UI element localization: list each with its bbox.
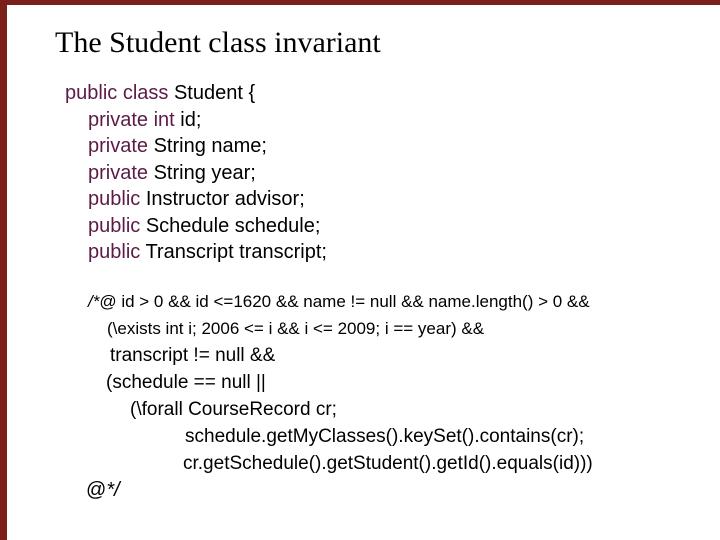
comment-open-delimiter: /* xyxy=(88,291,100,311)
java-keyword: private xyxy=(88,135,149,157)
invariant-text: schedule.getMyClasses().keySet().contains(cr); xyxy=(185,425,585,447)
code-line-field-advisor xyxy=(62,186,593,213)
code-text: String name; xyxy=(148,135,267,157)
invariant-line-6 xyxy=(62,423,593,450)
comment-close-delimiter: */ xyxy=(106,478,120,501)
invariant-line-8 xyxy=(62,477,593,504)
code-line-field-id xyxy=(62,107,593,134)
java-keyword: public xyxy=(88,214,141,237)
invariant-text: transcript != null && xyxy=(110,344,276,366)
slide-border-top xyxy=(0,0,720,5)
code-line-field-transcript xyxy=(62,239,593,266)
code-line-field-schedule xyxy=(62,213,593,240)
code-line-field-name xyxy=(62,133,593,160)
invariant-line-3 xyxy=(62,342,593,369)
invariant-text: @ id > 0 && id <=1620 && name != null && name.length() > 0 && xyxy=(99,291,590,311)
invariant-line-1 xyxy=(62,288,593,315)
code-text: String year; xyxy=(148,161,256,184)
code-text: Transcript transcript; xyxy=(140,241,327,263)
code-text: id; xyxy=(174,108,202,131)
code-line-class-declaration xyxy=(62,80,593,107)
invariant-text: (schedule == null || xyxy=(106,371,266,393)
java-keyword: public class xyxy=(65,82,169,104)
invariant-line-2 xyxy=(62,315,593,342)
invariant-line-7 xyxy=(62,450,593,477)
code-text: Student { xyxy=(168,82,256,104)
java-keyword: private xyxy=(88,161,149,184)
code-text: Instructor advisor; xyxy=(140,188,305,210)
java-keyword: private int xyxy=(88,108,175,131)
java-keyword: public xyxy=(88,188,141,210)
invariant-text: (\forall CourseRecord cr; xyxy=(130,398,337,420)
comment-at-sign: @ xyxy=(86,478,107,501)
invariant-comment-block xyxy=(62,288,593,504)
invariant-text: (\exists int i; 2006 <= i && i <= 2009; i == year) && xyxy=(107,318,485,338)
invariant-line-5 xyxy=(62,396,593,423)
code-line-field-year xyxy=(62,160,593,187)
code-text: Schedule schedule; xyxy=(140,214,321,237)
slide-title: The Student class invariant xyxy=(55,26,381,59)
invariant-line-4 xyxy=(62,369,593,396)
code-block xyxy=(62,80,593,504)
invariant-text: cr.getSchedule().getStudent().getId().equals(id))) xyxy=(183,452,593,474)
java-keyword: public xyxy=(88,241,141,263)
slide-border-left xyxy=(0,0,7,540)
